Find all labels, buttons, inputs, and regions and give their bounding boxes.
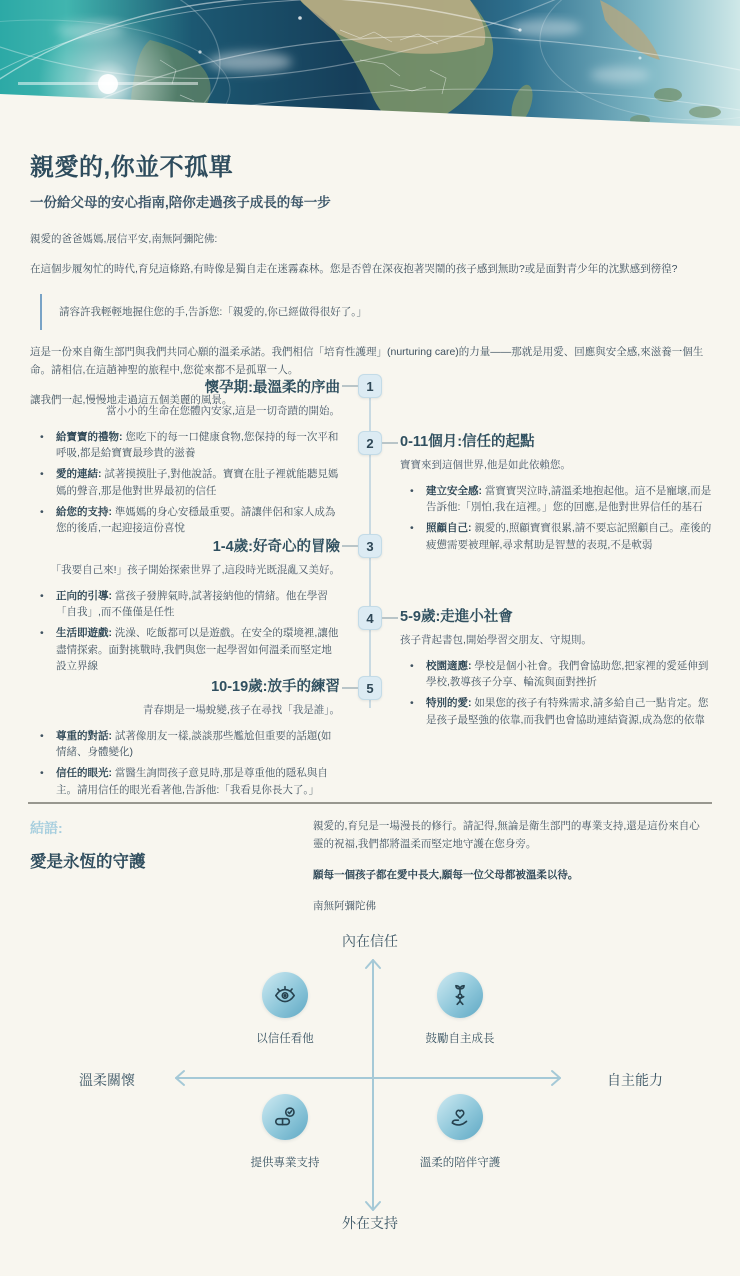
section-divider	[28, 802, 712, 804]
eye-icon	[262, 972, 308, 1018]
bullet-label: 愛的連結:	[56, 468, 102, 481]
stage-bullet-list	[400, 658, 712, 728]
stage-bullet	[30, 728, 340, 761]
bullet-text: 試著摸摸肚子,對他說話。寶寶在肚子裡就能聽見媽媽的聲音,那是他對世界最初的信任	[56, 468, 339, 497]
world-map-graphic	[0, 0, 740, 130]
timeline-badge-3: 3	[358, 534, 382, 558]
stage-title: 1-4歲:好奇心的冒險	[212, 539, 340, 555]
stage-bullet-list	[30, 429, 340, 537]
timeline-stage-10-19-years	[30, 675, 340, 803]
quadrant-label-trust: 以信任看他	[256, 1033, 314, 1045]
stage-title: 懷孕期:最溫柔的序曲	[204, 380, 340, 396]
timeline-stage-pregnancy	[30, 376, 340, 541]
axis-label-inner-trust: 內在信任	[342, 933, 398, 949]
bullet-label: 建立安全感:	[426, 484, 482, 497]
timeline-badge-4: 4	[358, 606, 382, 630]
timeline-stage-5-9-years	[400, 605, 712, 733]
axis-label-gentle-care: 溫柔關懷	[79, 1072, 135, 1088]
conclusion-kicker: 結語:	[30, 820, 63, 836]
stage-bullet-list	[30, 728, 340, 798]
stage-intro: 青春期是一場蛻變,孩子在尋找「我是誰」。	[142, 704, 340, 716]
bullet-text: 試著像朋友一樣,談談那些尷尬但重要的話題(如情緒、身體變化)	[56, 729, 332, 759]
stage-bullet	[30, 504, 340, 537]
bullet-label: 生活即遊戲:	[56, 627, 112, 640]
conclusion-body	[313, 818, 710, 915]
bullet-text: 親愛的,照顧寶寶很累,請不要忘記照顧自己。產後的疲憊需要被理解,尋求幫助是智慧的表現,不是軟弱	[426, 522, 712, 551]
stage-bullet	[30, 466, 340, 499]
stage-bullet	[30, 765, 340, 798]
bullet-text: 洗澡、吃飯都可以是遊戲。在安全的環境裡,讓他盡情探索。面對挑戰時,我們與您一起學習如何溫柔而堅定地設立界線	[56, 627, 339, 672]
stage-title: 5-9歲:走進小社會	[400, 609, 513, 625]
timeline-stage-1-4-years	[30, 535, 340, 679]
stage-bullet	[400, 520, 712, 553]
letter-promise: 這是一份來自衛生部門與我們共同心願的溫柔承諾。我們相信「培育性護理」(nurturing care)的力量——那就是用愛、回應與安全感,來滋養一個生命。請相信,在這趟神聖的旅程中,您從來都不是孤單一人。	[30, 346, 704, 376]
stage-intro: 「我要自己來!」孩子開始探索世界了,這段時光既混亂又美好。	[50, 564, 340, 576]
hand-heart-icon	[437, 1094, 483, 1140]
page-subtitle: 一份給父母的安心指南,陪你走過孩子成長的每一步	[30, 195, 331, 210]
quadrant-label-gentle-companionship: 溫柔的陪伴守護	[419, 1157, 501, 1169]
stage-bullet	[30, 588, 340, 621]
letter-intro: 在這個步履匆忙的時代,育兒這條路,有時像是獨自走在迷霧森林。您是否曾在深夜抱著哭鬧的孩子感到無助?或是面對青少年的沈默感到徬徨?	[30, 263, 678, 276]
bullet-text: 當寶寶哭泣時,請溫柔地抱起他。這不是寵壞,而是告訴他:「別怕,我在這裡。」您的回應,是他對世界信任的基石	[426, 484, 712, 514]
stage-bullet	[30, 429, 340, 462]
bullet-text: 準媽媽的身心安穩最重要。請讓伴侶和家人成為您的後盾,一起迎接這份喜悅	[56, 505, 336, 535]
quadrant-label-professional-support: 提供專業支持	[250, 1157, 320, 1169]
timeline-connector-3	[342, 545, 358, 547]
bullet-text: 當醫生詢問孩子意見時,那是尊重他的隱私與自主。請用信任的眼光看著他,告訴他:「我看見你長大了。」	[56, 767, 328, 796]
timeline-connector-5	[342, 687, 358, 689]
bullet-text: 您吃下的每一口健康食物,您保持的每一次平和呼吸,都是給寶寶最珍貴的滋養	[56, 430, 339, 460]
bullet-label: 尊重的對話:	[56, 729, 112, 742]
growth-timeline	[30, 368, 710, 804]
timeline-connector-1	[342, 385, 358, 387]
timeline-connector-4	[382, 617, 398, 619]
stage-bullet	[30, 625, 340, 674]
timeline-badge-2: 2	[358, 431, 382, 455]
stage-intro: 當小小的生命在您體內安家,這是一切奇蹟的開始。	[106, 405, 340, 417]
growth-icon	[437, 972, 483, 1018]
timeline-badge-5: 5	[358, 676, 382, 700]
bullet-label: 特別的愛:	[426, 697, 472, 710]
bullet-label: 給您的支持:	[56, 505, 112, 518]
medicine-check-icon	[262, 1094, 308, 1140]
stage-bullet	[400, 695, 712, 728]
conclusion-text: 親愛的,育兒是一場漫長的修行。請記得,無論是衛生部門的專業支持,還是這份來自心靈的祝福,我們都將溫柔而堅定地守護在您身旁。	[313, 820, 700, 850]
stage-intro: 孩子背起書包,開始學習交朋友、守規則。	[400, 634, 592, 646]
stage-title: 10-19歲:放手的練習	[211, 679, 340, 695]
timeline-connector-2	[382, 442, 398, 444]
bullet-text: 如果您的孩子有特殊需求,請多給自己一點肯定。您是孩子最堅強的依靠,而我們也會協助連結資源,成為您的依靠	[426, 697, 709, 726]
hero-world-map-banner	[0, 0, 740, 130]
stage-intro: 寶寶來到這個世界,他是如此依賴您。	[400, 459, 571, 471]
stage-bullet-list	[400, 483, 712, 553]
support-quadrant-diagram	[0, 920, 740, 1260]
letter-greeting: 親愛的爸爸媽媽,展信平安,南無阿彌陀佛:	[30, 233, 218, 245]
page-title: 親愛的,你並不孤單	[30, 154, 234, 181]
bullet-text: 學校是個小社會。我們會協助您,把家裡的愛延伸到學校,教導孩子分享、輪流與面對挫折	[426, 659, 709, 689]
axis-label-autonomy: 自主能力	[607, 1072, 663, 1088]
timeline-stage-0-11-months	[400, 430, 712, 558]
stage-bullet	[400, 483, 712, 516]
bullet-label: 校園適應:	[426, 659, 472, 672]
conclusion-section	[30, 818, 710, 915]
bullet-label: 照顧自己:	[426, 522, 472, 535]
stage-bullet-list	[30, 588, 340, 674]
conclusion-signoff: 南無阿彌陀佛	[313, 899, 376, 912]
bullet-text: 當孩子發脾氣時,試著接納他的情緒。他在學習「自我」,而不僅僅是任性	[56, 589, 328, 619]
letter-quote: 請容許我輕輕地握住您的手,告訴您:「親愛的,你已經做得很好了。」	[40, 294, 710, 331]
conclusion-title: 愛是永恆的守護	[30, 853, 146, 871]
timeline-badge-1: 1	[358, 374, 382, 398]
bullet-label: 正向的引導:	[56, 589, 112, 602]
axis-label-external-support: 外在支持	[342, 1215, 398, 1231]
bullet-label: 給寶寶的禮物:	[56, 430, 123, 443]
bullet-label: 信任的眼光:	[56, 767, 112, 780]
quadrant-label-autonomous-growth: 鼓勵自主成長	[425, 1033, 495, 1045]
stage-bullet	[400, 658, 712, 691]
letter-lead-in: 讓我們一起,慢慢地走過這五個美麗的風景。	[30, 394, 233, 407]
conclusion-blessing: 願每一個孩子都在愛中長大,願每一位父母都被溫柔以待。	[313, 868, 579, 881]
stage-title: 0-11個月:信任的起點	[400, 434, 535, 450]
conclusion-heading	[30, 818, 313, 915]
